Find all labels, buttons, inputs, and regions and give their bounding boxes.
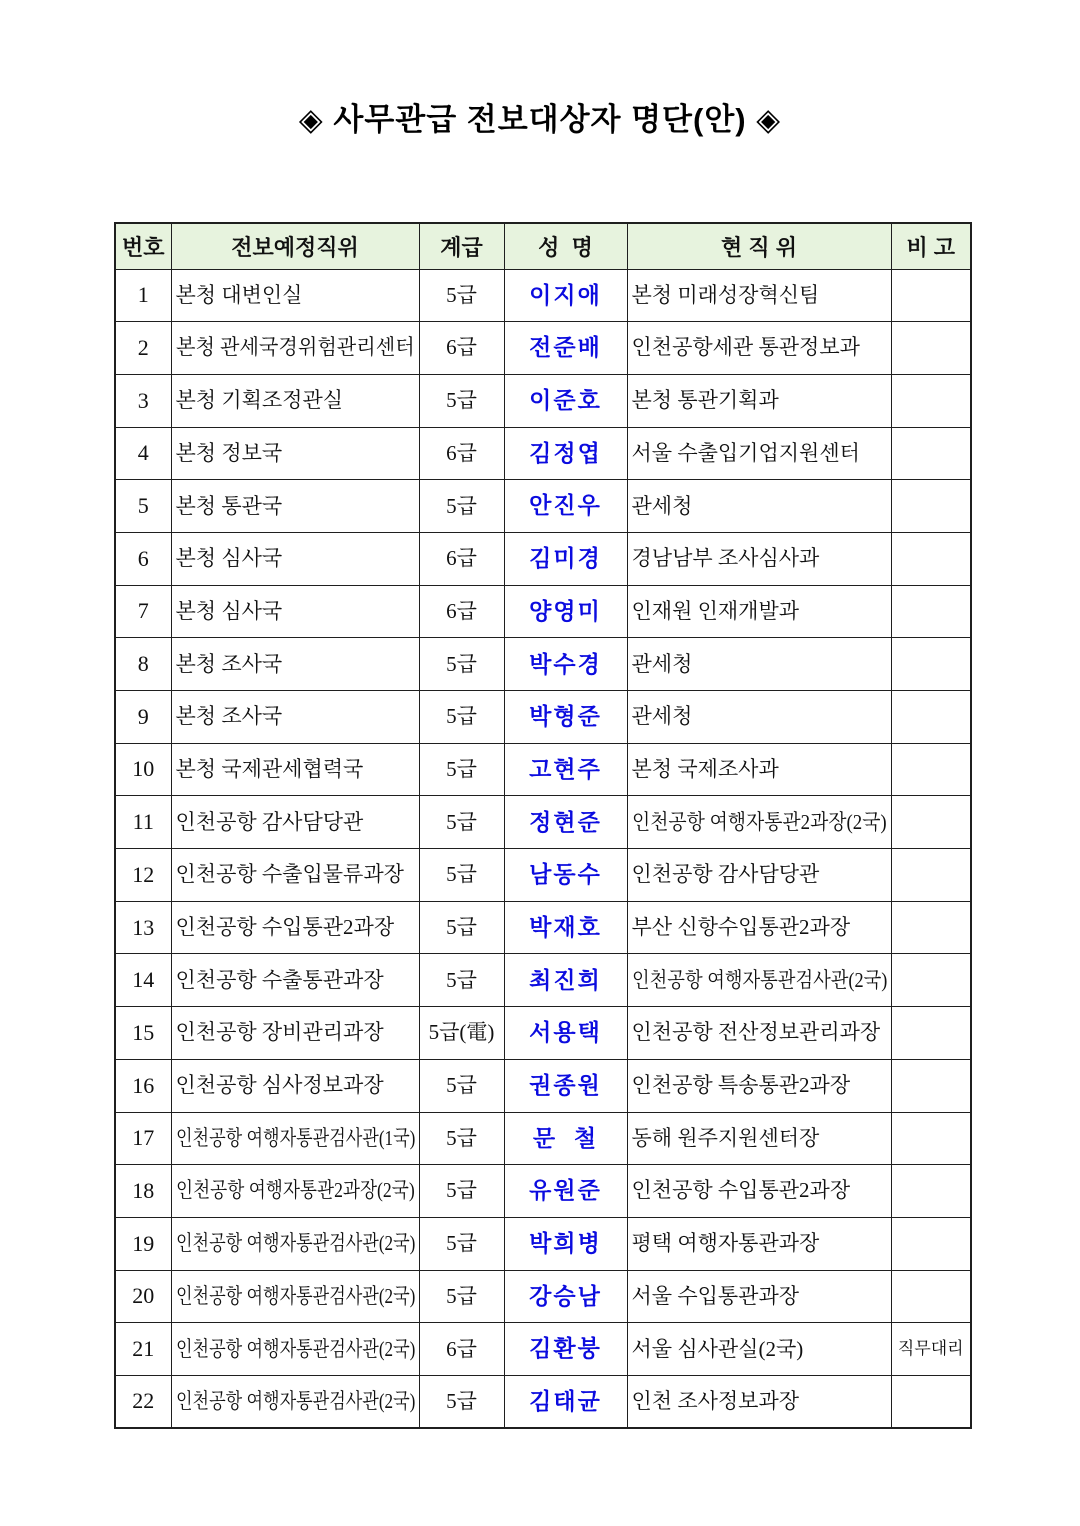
- cell-current: [627, 322, 891, 375]
- cell-note: [891, 532, 971, 585]
- cell-note: [891, 374, 971, 427]
- cell-rank: [419, 1375, 504, 1428]
- cell-text-name: 김정엽: [529, 439, 602, 466]
- cell-note: [891, 954, 971, 1007]
- table-row: [115, 374, 971, 427]
- table-row: [115, 1270, 971, 1323]
- cell-name: [504, 532, 627, 585]
- cell-position: [171, 322, 419, 375]
- cell-text-current: 인천 조사정보과장: [631, 1388, 800, 1413]
- cell-rank: [419, 796, 504, 849]
- cell-note: [891, 427, 971, 480]
- cell-text-no: 20: [132, 1283, 155, 1309]
- cell-text-current: 관세청: [631, 704, 693, 729]
- cell-text-position: 본청 통관국: [175, 493, 283, 518]
- cell-no: [115, 269, 171, 322]
- cell-position: [171, 1059, 419, 1112]
- cell-rank: [419, 1112, 504, 1165]
- cell-note: [891, 1217, 971, 1270]
- cell-text-rank: 5급: [446, 809, 477, 834]
- cell-name: [504, 1007, 627, 1060]
- cell-position: [171, 954, 419, 1007]
- cell-current: [627, 849, 891, 902]
- cell-text-name: 김태균: [529, 1387, 602, 1414]
- cell-current: [627, 585, 891, 638]
- table-row: [115, 1323, 971, 1376]
- cell-text-no: 9: [137, 703, 149, 729]
- table-row: [115, 1112, 971, 1165]
- cell-text-name: 전준배: [529, 334, 602, 361]
- cell-name: [504, 901, 627, 954]
- cell-no: [115, 585, 171, 638]
- cell-no: [115, 532, 171, 585]
- cell-text-name: 박재호: [529, 913, 602, 940]
- cell-name: [504, 1112, 627, 1165]
- cell-rank: [419, 480, 504, 533]
- cell-current: [627, 480, 891, 533]
- cell-text-rank: 5급: [446, 1125, 477, 1150]
- cell-name: [504, 480, 627, 533]
- cell-position: [171, 796, 419, 849]
- cell-text-position: 본청 기획조정관실: [175, 388, 344, 413]
- cell-current: [627, 269, 891, 322]
- cell-text-no: 13: [132, 914, 155, 940]
- table-header-row: [115, 223, 971, 269]
- cell-text-rank: 5급: [446, 967, 477, 992]
- cell-position: [171, 585, 419, 638]
- cell-name: [504, 269, 627, 322]
- cell-text-no: 10: [132, 756, 155, 782]
- cell-text-current: 서울 심사관실(2국): [631, 1336, 804, 1361]
- cell-no: [115, 691, 171, 744]
- table-row: [115, 743, 971, 796]
- cell-rank: [419, 1059, 504, 1112]
- table-body: [115, 269, 971, 1428]
- cell-text-name: 권종원: [529, 1072, 602, 1098]
- cell-text-current: 인재원 인재개발과: [631, 598, 800, 623]
- cell-text-position: 인천공항 여행자통관검사관(2국): [175, 1336, 415, 1361]
- cell-no: [115, 427, 171, 480]
- cell-name: [504, 743, 627, 796]
- cell-text-position: 인천공항 수출통관과장: [175, 967, 384, 992]
- cell-current: [627, 901, 891, 954]
- cell-text-current: 동해 원주지원센터장: [631, 1125, 820, 1150]
- cell-text-rank: 6급: [446, 1336, 477, 1361]
- cell-text-rank: 5급(電): [428, 1020, 495, 1045]
- cell-position: [171, 1217, 419, 1270]
- cell-text-current: 인천공항세관 통관정보과: [631, 335, 860, 360]
- cell-text-name: 남동수: [529, 861, 602, 888]
- cell-current: [627, 1323, 891, 1376]
- cell-text-position: 본청 조사국: [175, 704, 283, 729]
- cell-text-current: 관세청: [631, 493, 693, 518]
- cell-rank: [419, 849, 504, 902]
- cell-text-rank: 6급: [446, 335, 477, 360]
- cell-text-position: 인천공항 장비관리과장: [175, 1020, 384, 1045]
- cell-note: [891, 901, 971, 954]
- cell-current: [627, 1375, 891, 1428]
- cell-text-rank: 5급: [446, 1178, 477, 1203]
- cell-text-no: 7: [137, 598, 149, 624]
- cell-text-position: 인천공항 여행자통관검사관(2국): [175, 1388, 415, 1413]
- cell-current: [627, 1217, 891, 1270]
- header-rank: 계급: [419, 223, 504, 269]
- cell-name: [504, 796, 627, 849]
- cell-text-name: 이지애: [529, 281, 602, 308]
- cell-position: [171, 638, 419, 691]
- cell-text-name: 이준호: [529, 387, 602, 414]
- cell-text-name: 최진희: [529, 966, 602, 993]
- cell-note: [891, 585, 971, 638]
- cell-text-name: 양영미: [529, 597, 602, 624]
- cell-text-current: 인천공항 특송통관2과장: [631, 1073, 851, 1098]
- cell-text-position: 인천공항 수출입물류과장: [175, 862, 404, 887]
- header-name: 성 명: [504, 223, 627, 269]
- cell-text-name: 문 철: [532, 1124, 599, 1151]
- cell-name: [504, 1375, 627, 1428]
- cell-no: [115, 743, 171, 796]
- cell-text-name: 정현준: [529, 808, 602, 835]
- cell-text-name: 김미경: [529, 545, 602, 572]
- cell-note: [891, 1323, 971, 1376]
- cell-text-position: 인천공항 심사정보과장: [175, 1073, 384, 1098]
- cell-name: [504, 374, 627, 427]
- cell-position: [171, 1323, 419, 1376]
- cell-text-rank: 6급: [446, 546, 477, 571]
- cell-note: [891, 638, 971, 691]
- table-row: [115, 691, 971, 744]
- cell-rank: [419, 427, 504, 480]
- cell-note: [891, 480, 971, 533]
- table-row: [115, 585, 971, 638]
- cell-text-position: 본청 심사국: [175, 546, 283, 571]
- cell-current: [627, 374, 891, 427]
- cell-note: [891, 1007, 971, 1060]
- cell-text-current: 인천공항 전산정보관리과장: [631, 1020, 881, 1045]
- cell-position: [171, 1270, 419, 1323]
- cell-no: [115, 849, 171, 902]
- cell-text-no: 21: [132, 1336, 155, 1361]
- cell-position: [171, 480, 419, 533]
- cell-text-no: 16: [132, 1072, 155, 1098]
- cell-note: [891, 743, 971, 796]
- cell-text-name: 김환붕: [529, 1335, 602, 1362]
- table-row: [115, 638, 971, 691]
- cell-text-current: 경남남부 조사심사과: [631, 546, 820, 571]
- cell-no: [115, 1217, 171, 1270]
- cell-no: [115, 322, 171, 375]
- cell-text-no: 3: [137, 387, 149, 413]
- cell-position: [171, 743, 419, 796]
- cell-rank: [419, 532, 504, 585]
- cell-text-rank: 5급: [446, 915, 477, 940]
- cell-name: [504, 322, 627, 375]
- transfer-table: [114, 222, 972, 1429]
- cell-text-no: 22: [132, 1388, 155, 1414]
- cell-text-no: 1: [137, 282, 149, 308]
- cell-rank: [419, 691, 504, 744]
- cell-position: [171, 1112, 419, 1165]
- cell-text-no: 5: [137, 493, 149, 518]
- cell-name: [504, 1217, 627, 1270]
- cell-position: [171, 1007, 419, 1060]
- cell-text-position: 인천공항 여행자통관검사관(1국): [175, 1125, 415, 1150]
- cell-text-rank: 5급: [446, 651, 477, 676]
- cell-rank: [419, 638, 504, 691]
- cell-text-position: 인천공항 수입통관2과장: [175, 915, 395, 940]
- cell-text-rank: 5급: [446, 862, 477, 887]
- cell-no: [115, 1007, 171, 1060]
- cell-no: [115, 1112, 171, 1165]
- cell-rank: [419, 743, 504, 796]
- cell-text-current: 인천공항 여행자통관2과장(2국): [631, 809, 887, 834]
- cell-text-current: 인천공항 여행자통관검사관(2국): [631, 967, 887, 992]
- cell-text-no: 8: [137, 651, 149, 677]
- cell-text-no: 4: [137, 440, 149, 466]
- cell-text-no: 12: [132, 861, 155, 887]
- cell-note: [891, 1270, 971, 1323]
- cell-rank: [419, 1270, 504, 1323]
- cell-note: [891, 796, 971, 849]
- header-no: 번호: [115, 223, 171, 269]
- cell-no: [115, 1059, 171, 1112]
- table-row: [115, 1059, 971, 1112]
- cell-text-current: 본청 통관기획과: [631, 388, 779, 413]
- cell-note: [891, 1059, 971, 1112]
- table-row: [115, 1375, 971, 1428]
- cell-note: [891, 322, 971, 375]
- table-row: [115, 269, 971, 322]
- cell-text-rank: 5급: [446, 1073, 477, 1098]
- cell-rank: [419, 585, 504, 638]
- cell-text-position: 본청 대변인실: [175, 282, 303, 307]
- table-row: [115, 427, 971, 480]
- cell-text-rank: 6급: [446, 440, 477, 465]
- table-row: [115, 1217, 971, 1270]
- cell-rank: [419, 269, 504, 322]
- cell-position: [171, 691, 419, 744]
- cell-text-name: 박수경: [529, 650, 602, 677]
- cell-no: [115, 638, 171, 691]
- cell-text-rank: 5급: [446, 1388, 477, 1413]
- cell-text-rank: 5급: [446, 756, 477, 781]
- cell-rank: [419, 954, 504, 1007]
- cell-text-current: 서울 수입통관과장: [631, 1283, 800, 1308]
- table-row: [115, 1165, 971, 1218]
- cell-text-no: 6: [137, 545, 149, 571]
- cell-name: [504, 585, 627, 638]
- cell-current: [627, 1270, 891, 1323]
- cell-no: [115, 796, 171, 849]
- cell-text-no: 14: [132, 967, 155, 993]
- table-row: [115, 901, 971, 954]
- cell-text-rank: 5급: [446, 704, 477, 729]
- header-current: 현 직 위: [627, 223, 891, 269]
- header-position: 전보예정직위: [171, 223, 419, 269]
- cell-rank: [419, 1165, 504, 1218]
- page-title: ◈ 사무관급 전보대상자 명단(안) ◈: [298, 102, 782, 137]
- cell-position: [171, 849, 419, 902]
- table-row: [115, 480, 971, 533]
- cell-name: [504, 954, 627, 1007]
- cell-note: [891, 269, 971, 322]
- header-note: 비 고: [891, 223, 971, 269]
- cell-rank: [419, 1217, 504, 1270]
- cell-no: [115, 901, 171, 954]
- cell-rank: [419, 374, 504, 427]
- cell-text-no: 11: [132, 809, 154, 835]
- cell-position: [171, 374, 419, 427]
- cell-text-no: 18: [132, 1177, 155, 1203]
- cell-text-current: 인천공항 수입통관2과장: [631, 1178, 851, 1203]
- cell-current: [627, 743, 891, 796]
- cell-name: [504, 1270, 627, 1323]
- cell-name: [504, 849, 627, 902]
- cell-text-no: 19: [132, 1230, 155, 1256]
- cell-text-position: 본청 조사국: [175, 651, 283, 676]
- cell-no: [115, 480, 171, 533]
- cell-text-name: 고현주: [529, 755, 602, 782]
- cell-position: [171, 427, 419, 480]
- cell-position: [171, 532, 419, 585]
- cell-text-name: 서용택: [529, 1019, 602, 1046]
- cell-rank: [419, 322, 504, 375]
- cell-position: [171, 269, 419, 322]
- cell-text-rank: 5급: [446, 1231, 477, 1256]
- cell-note: [891, 1112, 971, 1165]
- cell-text-rank: 6급: [446, 598, 477, 623]
- cell-rank: [419, 1323, 504, 1376]
- cell-name: [504, 1059, 627, 1112]
- cell-text-no: 2: [137, 334, 149, 360]
- cell-name: [504, 427, 627, 480]
- cell-text-current: 부산 신항수입통관2과장: [631, 915, 851, 940]
- cell-text-current: 평택 여행자통관과장: [631, 1231, 820, 1256]
- cell-current: [627, 1112, 891, 1165]
- cell-current: [627, 691, 891, 744]
- cell-text-name: 유원준: [529, 1177, 602, 1204]
- cell-position: [171, 901, 419, 954]
- cell-no: [115, 1375, 171, 1428]
- cell-text-rank: 5급: [446, 493, 477, 518]
- cell-current: [627, 427, 891, 480]
- cell-text-rank: 5급: [446, 388, 477, 413]
- cell-text-position: 인천공항 여행자통관검사관(2국): [175, 1231, 415, 1256]
- cell-no: [115, 1165, 171, 1218]
- cell-text-current: 인천공항 감사담당관: [631, 862, 820, 887]
- cell-text-current: 서울 수출입기업지원센터: [631, 440, 860, 465]
- cell-text-rank: 5급: [446, 282, 477, 307]
- table-row: [115, 1007, 971, 1060]
- cell-text-position: 인천공항 감사담당관: [175, 809, 364, 834]
- cell-text-current: 본청 미래성장혁신팀: [631, 282, 820, 307]
- cell-name: [504, 691, 627, 744]
- cell-position: [171, 1375, 419, 1428]
- cell-current: [627, 532, 891, 585]
- cell-no: [115, 1270, 171, 1323]
- cell-text-position: 본청 심사국: [175, 598, 283, 623]
- table-row: [115, 796, 971, 849]
- cell-current: [627, 1007, 891, 1060]
- cell-text-current: 관세청: [631, 651, 693, 676]
- cell-name: [504, 1323, 627, 1376]
- table-row: [115, 954, 971, 1007]
- cell-current: [627, 638, 891, 691]
- cell-rank: [419, 901, 504, 954]
- cell-text-name: 박희병: [529, 1230, 602, 1257]
- cell-text-current: 본청 국제조사과: [631, 756, 779, 781]
- cell-text-name: 안진우: [529, 492, 602, 519]
- cell-name: [504, 1165, 627, 1218]
- cell-text-note: 직무대리: [897, 1338, 964, 1358]
- cell-text-rank: 5급: [446, 1283, 477, 1308]
- cell-no: [115, 954, 171, 1007]
- cell-current: [627, 954, 891, 1007]
- cell-text-no: 15: [132, 1019, 155, 1045]
- table-row: [115, 532, 971, 585]
- table-row: [115, 849, 971, 902]
- cell-current: [627, 1059, 891, 1112]
- cell-text-position: 본청 정보국: [175, 440, 283, 465]
- cell-position: [171, 1165, 419, 1218]
- cell-note: [891, 849, 971, 902]
- cell-note: [891, 1165, 971, 1218]
- cell-no: [115, 1323, 171, 1376]
- cell-text-position: 본청 국제관세협력국: [175, 756, 364, 781]
- cell-rank: [419, 1007, 504, 1060]
- cell-note: [891, 1375, 971, 1428]
- cell-no: [115, 374, 171, 427]
- cell-note: [891, 691, 971, 744]
- cell-name: [504, 638, 627, 691]
- cell-current: [627, 796, 891, 849]
- cell-text-position: 인천공항 여행자통관2과장(2국): [175, 1178, 415, 1203]
- cell-text-no: 17: [132, 1125, 155, 1151]
- cell-text-name: 강승남: [529, 1282, 602, 1309]
- table-row: [115, 322, 971, 375]
- cell-text-position: 인천공항 여행자통관검사관(2국): [175, 1283, 415, 1308]
- cell-text-name: 박형준: [529, 703, 602, 730]
- cell-text-position: 본청 관세국경위험관리센터: [175, 335, 415, 360]
- cell-current: [627, 1165, 891, 1218]
